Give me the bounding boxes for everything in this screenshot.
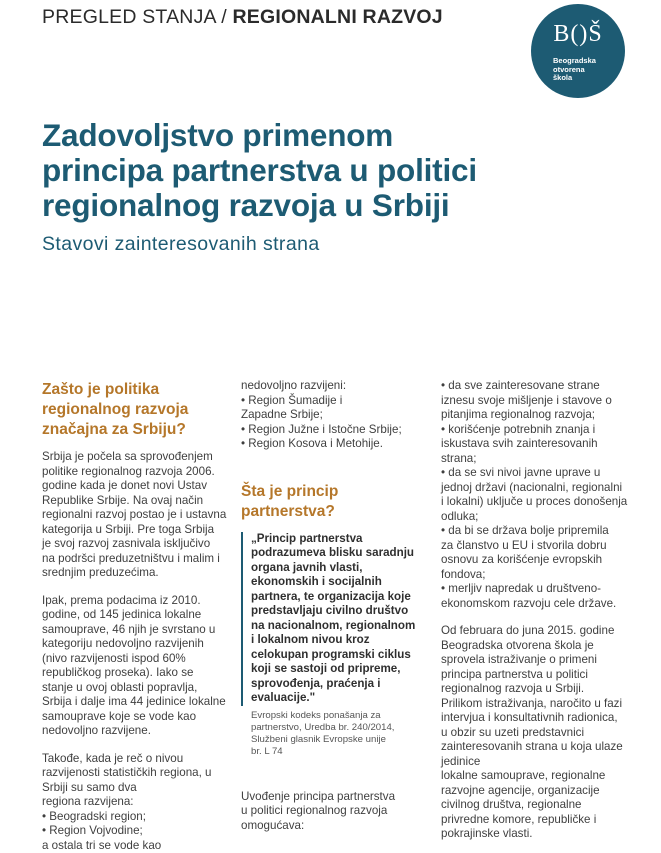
text-line: podrazumeva blisku saradnju bbox=[251, 546, 415, 559]
text-line: samouprave, 46 njih je svrstano u bbox=[42, 622, 216, 636]
text-line: • da bi se država bolje pripremila bbox=[441, 524, 609, 537]
text-line: • Region Vojvodine; bbox=[42, 824, 143, 837]
text-line: zainteresovanih strana u koja ulaze bbox=[441, 740, 623, 753]
text-line: na podršci preduzetništvu i malim i bbox=[42, 551, 220, 565]
text-line: kategoriju nedovoljno razvijenih bbox=[42, 637, 204, 650]
text-line: Srbija i dalje ima 44 jedinice lokalne bbox=[42, 695, 226, 708]
paragraph bbox=[42, 450, 232, 581]
paragraph bbox=[241, 790, 436, 834]
text-line: srednjim preduzećima. bbox=[42, 566, 159, 579]
text-line: „Princip partnerstva bbox=[251, 531, 363, 545]
text-line: razvijenosti statističkih regiona, u bbox=[42, 766, 212, 779]
text-line: strana; bbox=[441, 451, 477, 465]
text-line: Republike Srbije. Na ovaj način bbox=[42, 493, 204, 507]
text-line: Beogradska otvorena škola je bbox=[441, 638, 594, 652]
title-line: regionalnog razvoja u Srbiji bbox=[42, 187, 450, 223]
text-line: lokalne samouprave, regionalne bbox=[441, 769, 606, 782]
paragraph bbox=[241, 379, 436, 452]
column-1 bbox=[42, 380, 232, 853]
text-line: predstavljaju civilno društvo bbox=[251, 604, 409, 617]
text-line: Evropski kodeks ponašanja za bbox=[251, 709, 381, 721]
column-2 bbox=[241, 379, 436, 833]
text-line: jedinice bbox=[441, 754, 481, 768]
text-line: samouprave koje se vode kao bbox=[42, 709, 197, 723]
text-line: za članstvo u EU i stvorila dobru bbox=[441, 538, 607, 552]
text-line: Srbiji su samo dva bbox=[42, 780, 137, 794]
quote-source bbox=[241, 710, 436, 758]
text-line: Od februara do juna 2015. godine bbox=[441, 624, 615, 637]
header-prefix: PREGLED STANJA / bbox=[42, 6, 233, 28]
text-line: Prilikom istraživanja, naročito u fazi bbox=[441, 696, 623, 710]
text-line: godine kada je donet novi Ustav bbox=[42, 479, 208, 492]
paragraph bbox=[441, 624, 641, 842]
text-line: pokrajinske vlasti. bbox=[441, 827, 533, 840]
text-line: Zašto je politika bbox=[42, 381, 160, 398]
text-line: intervjua i konsultativnih radionica, bbox=[441, 711, 618, 724]
text-line: u politici regionalnog razvoja bbox=[241, 804, 388, 817]
bullet-list bbox=[441, 379, 641, 611]
header-topic: REGIONALNI RAZVOJ bbox=[232, 6, 443, 28]
text-line: je svoj razvoj zasnivala isključivo bbox=[42, 537, 211, 550]
text-line: omogućava: bbox=[241, 818, 305, 832]
document-title bbox=[42, 118, 602, 223]
logo-name bbox=[553, 57, 613, 83]
text-line: • Beogradski region; bbox=[42, 809, 146, 823]
text-line: i lokalnom nivou kroz bbox=[251, 633, 370, 646]
bos-logo bbox=[531, 4, 625, 98]
text-line: godine, od 145 jedinica lokalne bbox=[42, 608, 202, 621]
text-line: • Region Južne i Istočne Srbije; bbox=[241, 422, 402, 436]
text-line: civilnog društva, regionalne bbox=[441, 798, 582, 811]
text-line: celokupan programski ciklus bbox=[251, 647, 411, 661]
text-line: Zapadne Srbije; bbox=[241, 408, 323, 421]
text-line: regiona razvijena: bbox=[42, 795, 134, 808]
text-line: kategorija u Srbiji. Pre toga Srbija bbox=[42, 522, 215, 536]
title-line: Zadovoljstvo primenom bbox=[42, 117, 394, 153]
text-line: iznesu svoje mišljenje i stavove o bbox=[441, 393, 612, 407]
text-line: ekonomskih i socijalnih bbox=[251, 575, 382, 588]
logo-name-line: Beogradska bbox=[553, 56, 596, 65]
text-line: Službeni glasnik Evropske unije bbox=[251, 733, 386, 745]
text-line: fondova; bbox=[441, 567, 486, 581]
text-line: • da se svi nivoi javne uprave u bbox=[441, 466, 601, 479]
title-line: principa partnerstva u politici bbox=[42, 152, 477, 188]
text-line: organa javnih vlasti, bbox=[251, 560, 363, 574]
text-line: Uvođenje principa partnerstva bbox=[241, 789, 396, 803]
text-line: • Region Kosova i Metohije. bbox=[241, 437, 383, 450]
text-line: partnerstvo, Uredba br. 240/2014, bbox=[251, 721, 395, 733]
section-heading-why bbox=[42, 380, 232, 440]
logo-mark: B()Š bbox=[553, 21, 603, 47]
text-line: sprovela istraživanje o primeni bbox=[441, 653, 597, 666]
text-line: osnovu za korišćenje evropskih bbox=[441, 553, 603, 566]
text-line: ekonomskom razvoju cele države. bbox=[441, 596, 617, 610]
text-line: br. L 74 bbox=[251, 745, 283, 757]
text-line: Srbija je počela sa sprovođenjem bbox=[42, 450, 213, 463]
text-line: principa partnerstva u politici bbox=[441, 667, 588, 681]
text-line: nedovoljno razvijene. bbox=[42, 724, 151, 737]
text-line: privredne komore, republičke i bbox=[441, 812, 597, 826]
text-line: partnerstva? bbox=[241, 502, 335, 520]
paragraph bbox=[42, 752, 232, 853]
text-line: regionalnog razvoja bbox=[42, 401, 189, 418]
text-line: stanje u ovoj oblasti popravlja, bbox=[42, 680, 198, 694]
logo-name-line: škola bbox=[553, 73, 573, 82]
text-line: i lokalni) uključe u proces donošenja bbox=[441, 495, 628, 508]
text-line: pitanjima regionalnog razvoja; bbox=[441, 408, 596, 421]
text-line: jednoj državi (nacionalni, regionalni bbox=[441, 480, 623, 494]
logo-name-line: otvorena bbox=[553, 64, 585, 74]
text-line: • korišćenje potrebnih znanja i bbox=[441, 422, 596, 436]
text-line: regionalni razvoj postao je i ustavna bbox=[42, 508, 227, 521]
text-line: značajna za Srbiju? bbox=[42, 421, 186, 438]
text-line: regionalnog razvoja u Srbiji. bbox=[441, 682, 585, 695]
text-line: • merljiv napredak u društveno- bbox=[441, 582, 602, 595]
text-line: Ipak, prema podacima iz 2010. bbox=[42, 593, 201, 607]
section-header bbox=[42, 6, 443, 29]
text-line: u obzir su uzeti predstavnici bbox=[441, 725, 585, 739]
column-3 bbox=[441, 379, 641, 842]
section-heading-partnership bbox=[241, 482, 436, 522]
text-line: Takođe, kada je reč o nivou bbox=[42, 751, 184, 765]
text-line: • da sve zainteresovane strane bbox=[441, 379, 600, 392]
paragraph bbox=[42, 594, 232, 739]
definition-quote bbox=[241, 532, 436, 706]
text-line: evaluacije." bbox=[251, 691, 316, 704]
text-line: partnera, te organizacija koje bbox=[251, 589, 411, 603]
text-line: razvojne agencije, organizacije bbox=[441, 783, 600, 797]
text-line: sprovođenja, praćenja i bbox=[251, 676, 381, 690]
document-subtitle: Stavovi zainteresovanih strana bbox=[42, 233, 320, 255]
text-line: republičkog proseka). Iako se bbox=[42, 666, 194, 679]
text-line: nedovoljno razvijeni: bbox=[241, 379, 347, 392]
text-line: (nivo razvijenosti ispod 60% bbox=[42, 651, 186, 665]
text-line: politike regionalnog razvoja 2006. bbox=[42, 464, 215, 478]
text-line: iskustava svih zainteresovanih bbox=[441, 437, 598, 450]
text-line: a ostala tri se vode kao bbox=[42, 838, 162, 852]
text-line: odluka; bbox=[441, 509, 479, 523]
text-line: na nacionalnom, regionalnom bbox=[251, 618, 416, 632]
text-line: Šta je princip bbox=[241, 482, 339, 500]
text-line: • Region Šumadije i bbox=[241, 393, 343, 407]
text-line: koji se sastoji od pripreme, bbox=[251, 662, 401, 675]
